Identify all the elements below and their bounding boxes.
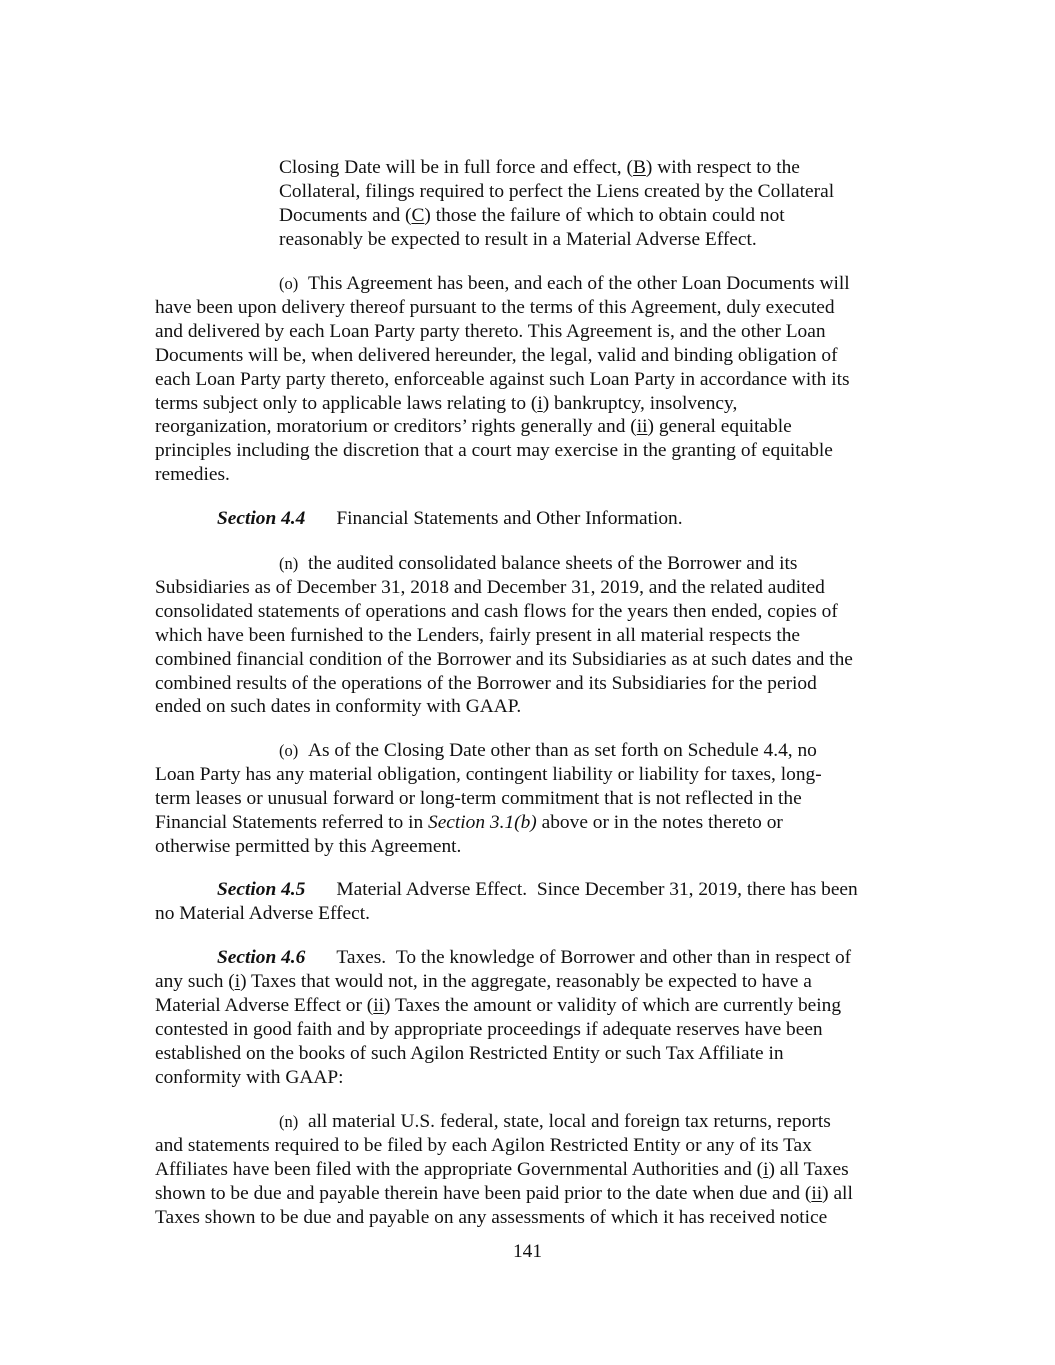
section-title: Financial Statements and Other Information. [336, 508, 683, 529]
section-label: Section 4.4 [217, 508, 306, 529]
text-line: ended on such dates in conformity with GAAP. [155, 696, 522, 718]
text-line: conformity with GAAP: [155, 1066, 344, 1088]
text-line: Loan Party has any material obligation, contingent liability or liability for taxes, long- [155, 763, 822, 785]
paragraph-n-tax-returns [155, 1110, 905, 1230]
text-line: Material Adverse Effect or (ii) Taxes the amount or validity of which are currently being [155, 994, 842, 1016]
text-line: combined results of the operations of the Borrower and its Subsidiaries for the period [155, 672, 817, 694]
cross-reference: Section 3.1(b) [428, 811, 537, 833]
text-line: terms subject only to applicable laws relating to (i) bankruptcy, insolvency, [155, 392, 738, 414]
text-line: Financial Statements referred to in Section 3.1(b) above or in the notes thereto or [155, 811, 783, 833]
paragraph-number: (o) [279, 741, 299, 760]
text-line: (o) As of the Closing Date other than as set forth on Schedule 4.4, no [279, 740, 817, 761]
text-line: principles including the discretion that a court may exercise in the granting of equitable [155, 440, 833, 462]
text-line: and statements required to be filed by each Agilon Restricted Entity or any of its Tax [155, 1134, 812, 1156]
paragraph-n-financials [155, 552, 905, 719]
paragraph-number: (o) [279, 274, 299, 293]
section-4-5 [155, 878, 905, 926]
page-number: 141 [512, 1241, 543, 1262]
text-line: consolidated statements of operations and cash flows for the years then ended, copies of [155, 600, 838, 622]
paragraph-o-agreement [155, 272, 905, 487]
text-line: Documents and (C) those the failure of which to obtain could not [279, 204, 785, 226]
section-title: Taxes. [336, 947, 387, 968]
text-line: Section 4.5 Material Adverse Effect. Since December 31, 2019, there has been [217, 879, 858, 900]
text-line: no Material Adverse Effect. [155, 902, 371, 924]
section-4-4-heading [155, 507, 905, 531]
text-line: which have been furnished to the Lenders, fairly present in all material respects the [155, 624, 801, 646]
section-4-6 [155, 946, 905, 1089]
text-line: (n) the audited consolidated balance sheets of the Borrower and its [279, 553, 798, 574]
text-line: Closing Date will be in full force and effect, (B) with respect to the [279, 157, 800, 178]
text-line: combined financial condition of the Borrower and its Subsidiaries as at such dates and the [155, 648, 853, 670]
text-line: Subsidiaries as of December 31, 2018 and December 31, 2019, and the related audited [155, 576, 825, 598]
text-line: Taxes shown to be due and payable on any assessments of which it has received notice [155, 1206, 828, 1228]
paragraph-number: (n) [279, 554, 299, 573]
section-title: Material Adverse Effect. [336, 879, 528, 900]
text-line: established on the books of such Agilon Restricted Entity or such Tax Affiliate in [155, 1042, 784, 1064]
text-line: term leases or unusual forward or long-term commitment that is not reflected in the [155, 787, 802, 809]
text-line: any such (i) Taxes that would not, in the aggregate, reasonably be expected to have a [155, 970, 812, 992]
text-line: contested in good faith and by appropriate proceedings if adequate reserves have been [155, 1018, 823, 1040]
text-line: shown to be due and payable therein have been paid prior to the date when due and (ii) all [155, 1182, 853, 1204]
text-line: reasonably be expected to result in a Material Adverse Effect. [279, 228, 757, 250]
section-label: Section 4.6 [217, 947, 306, 968]
text-line: remedies. [155, 464, 230, 486]
section-label: Section 4.5 [217, 879, 306, 900]
paragraph-o-liabilities [155, 739, 905, 859]
text-line: Affiliates have been filed with the appropriate Governmental Authorities and (i) all Taxes [155, 1158, 849, 1180]
text-line: Section 4.6 Taxes. To the knowledge of Borrower and other than in respect of [217, 947, 852, 968]
text-line: (n) all material U.S. federal, state, local and foreign tax returns, reports [279, 1111, 831, 1132]
text-line: and delivered by each Loan Party party thereto. This Agreement is, and the other Loan [155, 320, 826, 342]
text-line: reorganization, moratorium or creditors’ rights generally and (ii) general equitable [155, 416, 792, 438]
paragraph-number: (n) [279, 1112, 299, 1131]
text-line: otherwise permitted by this Agreement. [155, 835, 462, 857]
text-line: Collateral, filings required to perfect the Liens created by the Collateral [279, 180, 835, 202]
text-line: have been upon delivery thereof pursuant to the terms of this Agreement, duly executed [155, 296, 835, 318]
continuation-paragraph [279, 156, 905, 252]
text-line: Documents will be, when delivered hereunder, the legal, valid and binding obligation of [155, 344, 838, 366]
text-line: (o) This Agreement has been, and each of the other Loan Documents will [279, 273, 850, 294]
text-line: each Loan Party party thereto, enforceable against such Loan Party in accordance with its [155, 368, 850, 390]
